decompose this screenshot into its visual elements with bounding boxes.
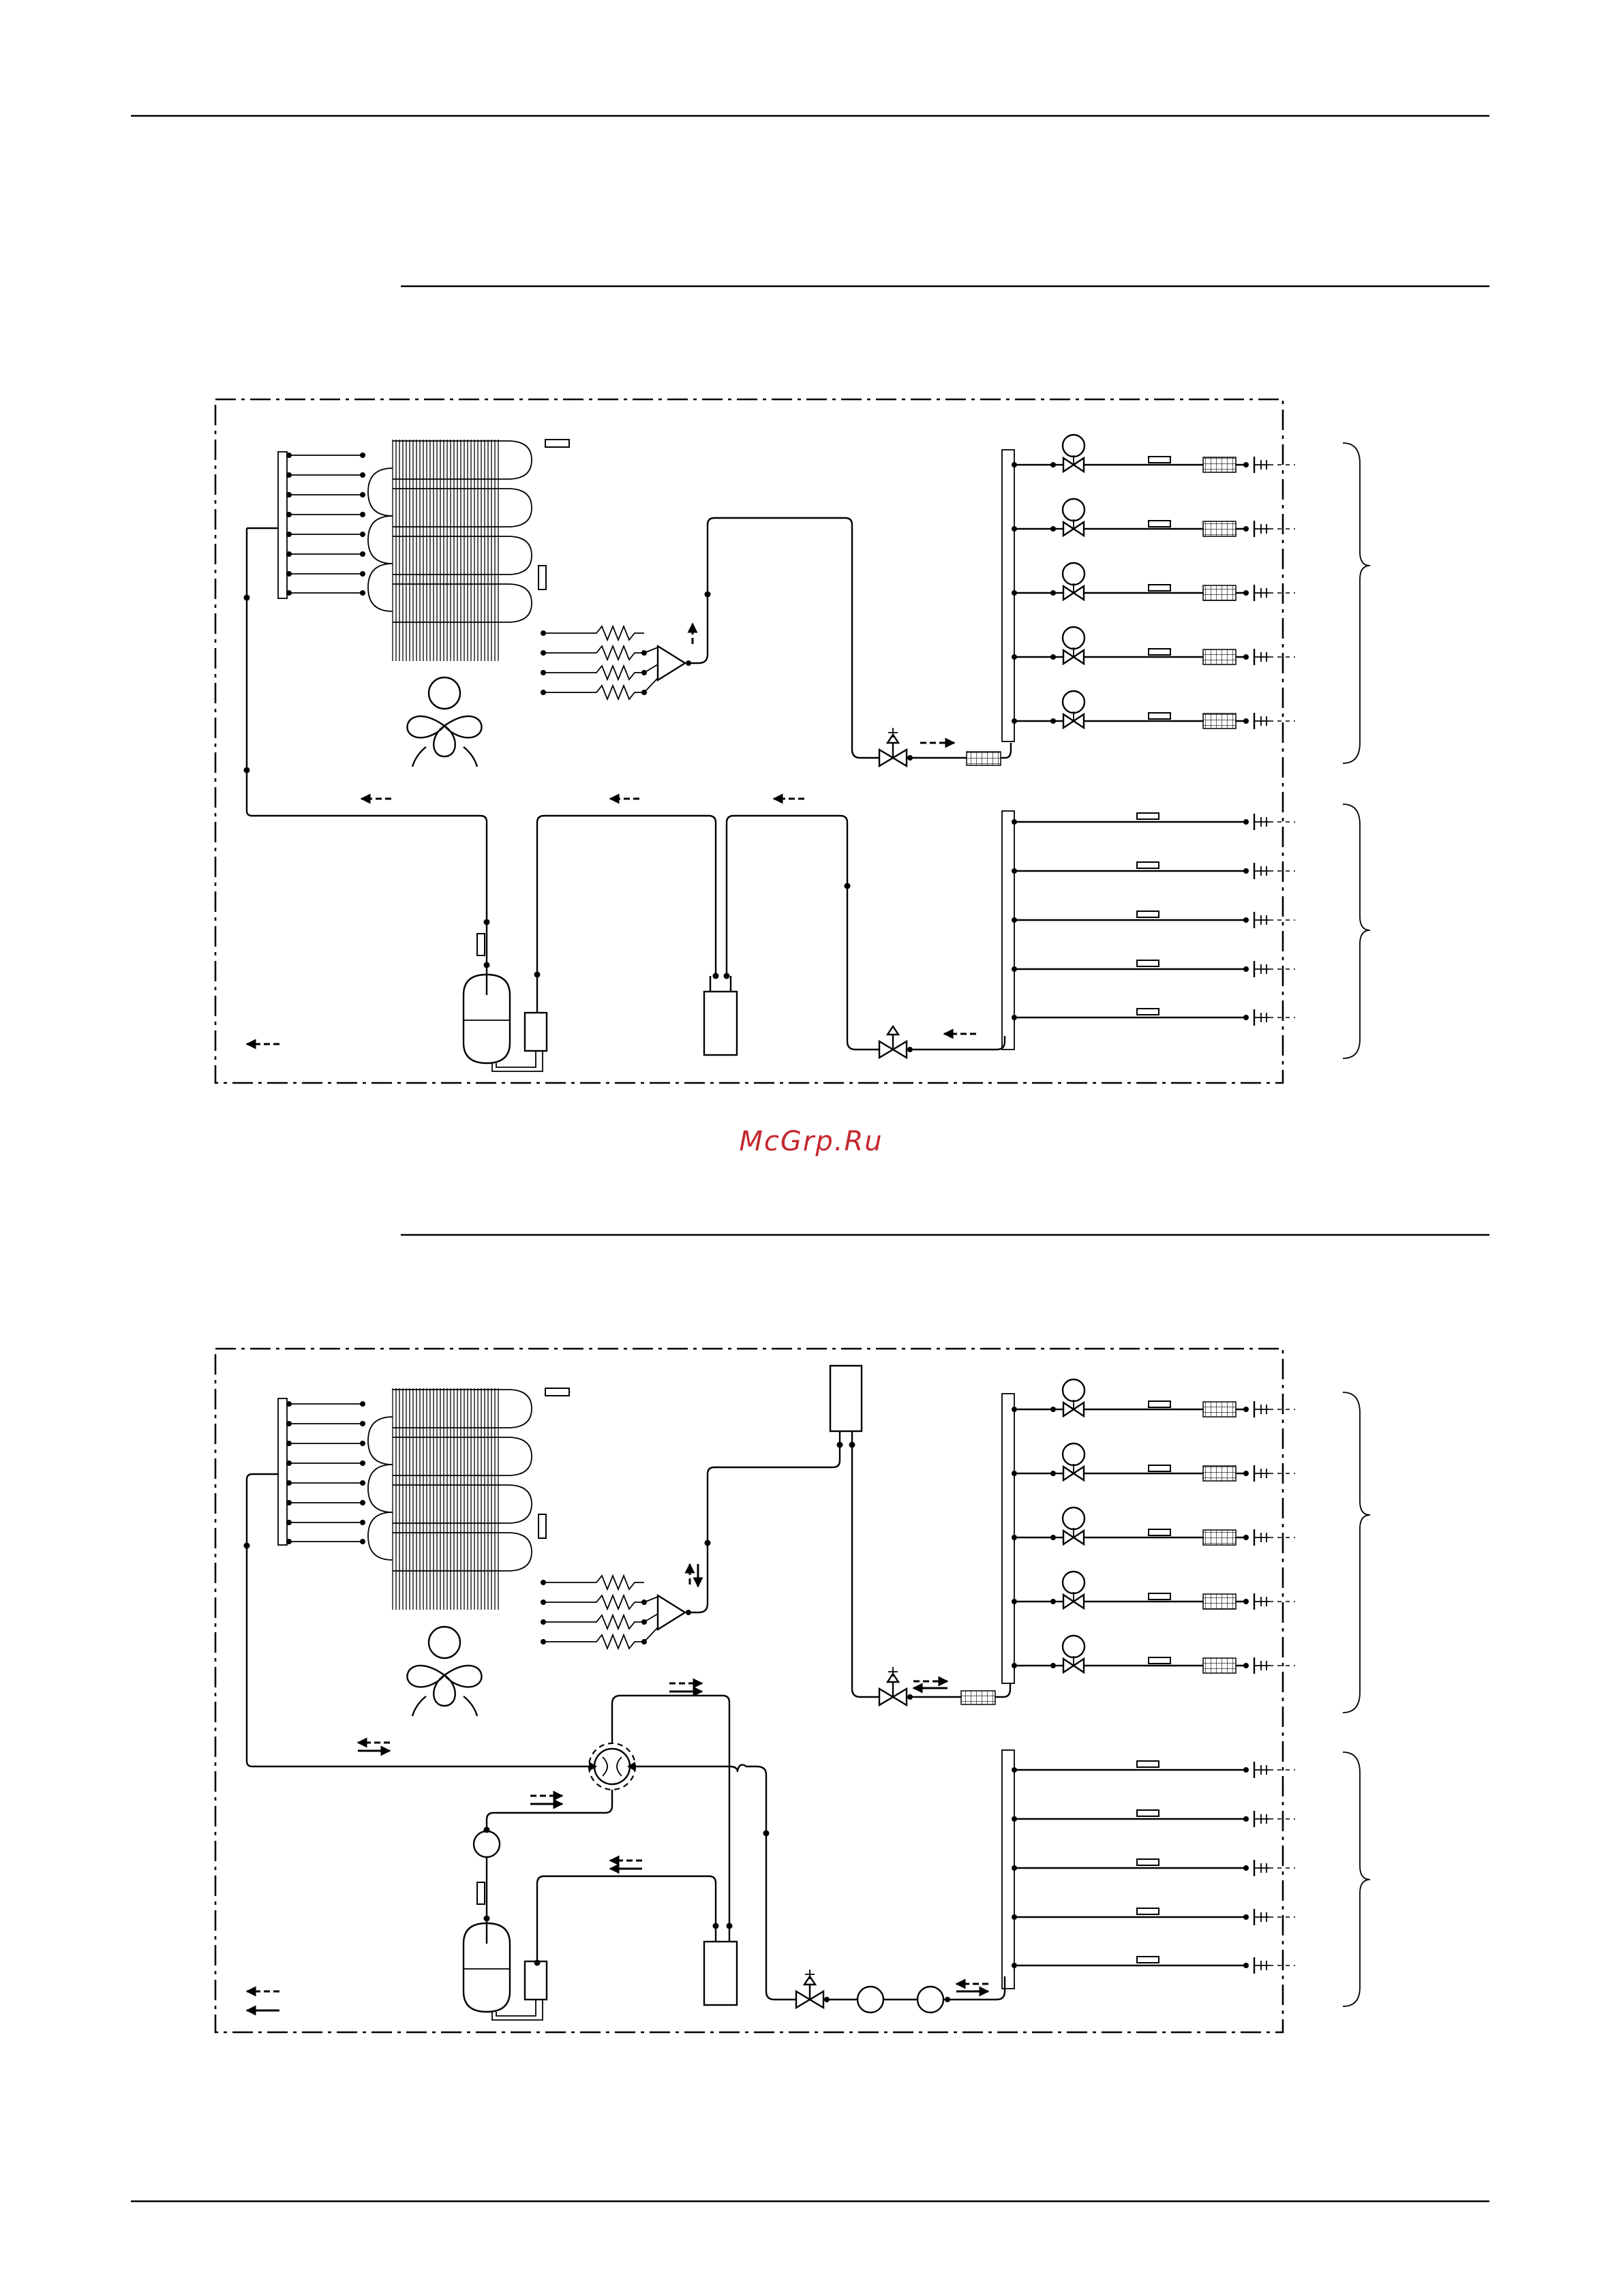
four-way-valve bbox=[589, 1743, 635, 1790]
gas-branch bbox=[1012, 1761, 1295, 1778]
outdoor-fan bbox=[407, 1627, 481, 1716]
accumulator bbox=[525, 1961, 547, 2000]
flow-legend bbox=[247, 1991, 279, 2010]
indoor-liquid-branches bbox=[1012, 1379, 1295, 1674]
pipe-sensor bbox=[1137, 1810, 1159, 1816]
compressor-receiver bbox=[704, 1942, 737, 2005]
valve-coil bbox=[1063, 1443, 1084, 1465]
fan-rotation-arc bbox=[412, 1696, 426, 1716]
pipe-sensor bbox=[1137, 1859, 1159, 1865]
distributor bbox=[658, 1595, 685, 1629]
pipe-sensor bbox=[1149, 1401, 1170, 1407]
fan-blade bbox=[407, 1666, 444, 1687]
pipe-sensor bbox=[1137, 1957, 1159, 1963]
gas-branch bbox=[1012, 1908, 1295, 1925]
outdoor-heat-exchanger bbox=[247, 1388, 569, 1610]
pipe-sensor bbox=[1149, 1593, 1170, 1599]
liquid-branch bbox=[1012, 1443, 1295, 1482]
pipe-sensor bbox=[1149, 1529, 1170, 1535]
temperature-sensor-label bbox=[545, 1388, 569, 1396]
pipe-sensor bbox=[1137, 1908, 1159, 1914]
pipe-sensor bbox=[1149, 1465, 1170, 1471]
liquid-branch bbox=[1012, 1572, 1295, 1610]
strainer bbox=[1203, 1594, 1236, 1609]
gas-branch bbox=[1012, 1810, 1295, 1827]
liquid-branch bbox=[1012, 1379, 1295, 1418]
gas-branch bbox=[1012, 1957, 1295, 1974]
unit-boundary-frame bbox=[215, 1349, 1283, 2032]
strainer bbox=[1203, 1658, 1236, 1673]
coil-fins bbox=[393, 1388, 498, 1610]
coil-loop-left bbox=[368, 1512, 393, 1560]
coil-sensor bbox=[539, 1514, 546, 1538]
brace-indoor-gas bbox=[1343, 1752, 1370, 2006]
valve-coil bbox=[1063, 1572, 1084, 1593]
indoor-gas-branches bbox=[1012, 1761, 1295, 1974]
fan-blade bbox=[434, 1675, 455, 1706]
muffler bbox=[474, 1831, 500, 1857]
compressor bbox=[464, 1923, 547, 2020]
valve-coil bbox=[1063, 1507, 1084, 1529]
distributor-tubes bbox=[286, 1401, 365, 1544]
strainer bbox=[1203, 1466, 1236, 1481]
liquid-branch bbox=[1012, 1636, 1295, 1674]
pipe-sensor bbox=[477, 1882, 485, 1904]
fan-rotation-arc bbox=[464, 1696, 477, 1716]
distributor-header bbox=[278, 1398, 287, 1545]
strainer bbox=[961, 1691, 995, 1704]
check-valve bbox=[917, 1987, 943, 2012]
strainer bbox=[1203, 1530, 1236, 1545]
strainer bbox=[1203, 1402, 1236, 1417]
gas-branch bbox=[1012, 1859, 1295, 1876]
piping-main bbox=[244, 1480, 797, 2000]
coil-loop-left bbox=[368, 1465, 393, 1512]
valve-coil bbox=[1063, 1379, 1084, 1401]
watermark: McGrp.Ru bbox=[739, 1126, 883, 1157]
fan-blade bbox=[444, 1666, 482, 1687]
pipe-sensor bbox=[1149, 1657, 1170, 1664]
expansion-valve-upper bbox=[879, 1667, 1010, 1705]
fan-motor bbox=[429, 1627, 460, 1658]
capillary-tubes bbox=[541, 1576, 647, 1649]
check-valve bbox=[858, 1987, 883, 2012]
coil-loop-left bbox=[368, 1417, 393, 1465]
pipe-sensor bbox=[1137, 1761, 1159, 1767]
valve-coil bbox=[1063, 1636, 1084, 1657]
receiver-tank bbox=[830, 1366, 862, 1431]
brace-indoor-liquid bbox=[1343, 1392, 1370, 1713]
capillary-assembly bbox=[541, 1445, 840, 1649]
liquid-branch bbox=[1012, 1507, 1295, 1546]
expansion-valve-lower bbox=[796, 1970, 1005, 2012]
